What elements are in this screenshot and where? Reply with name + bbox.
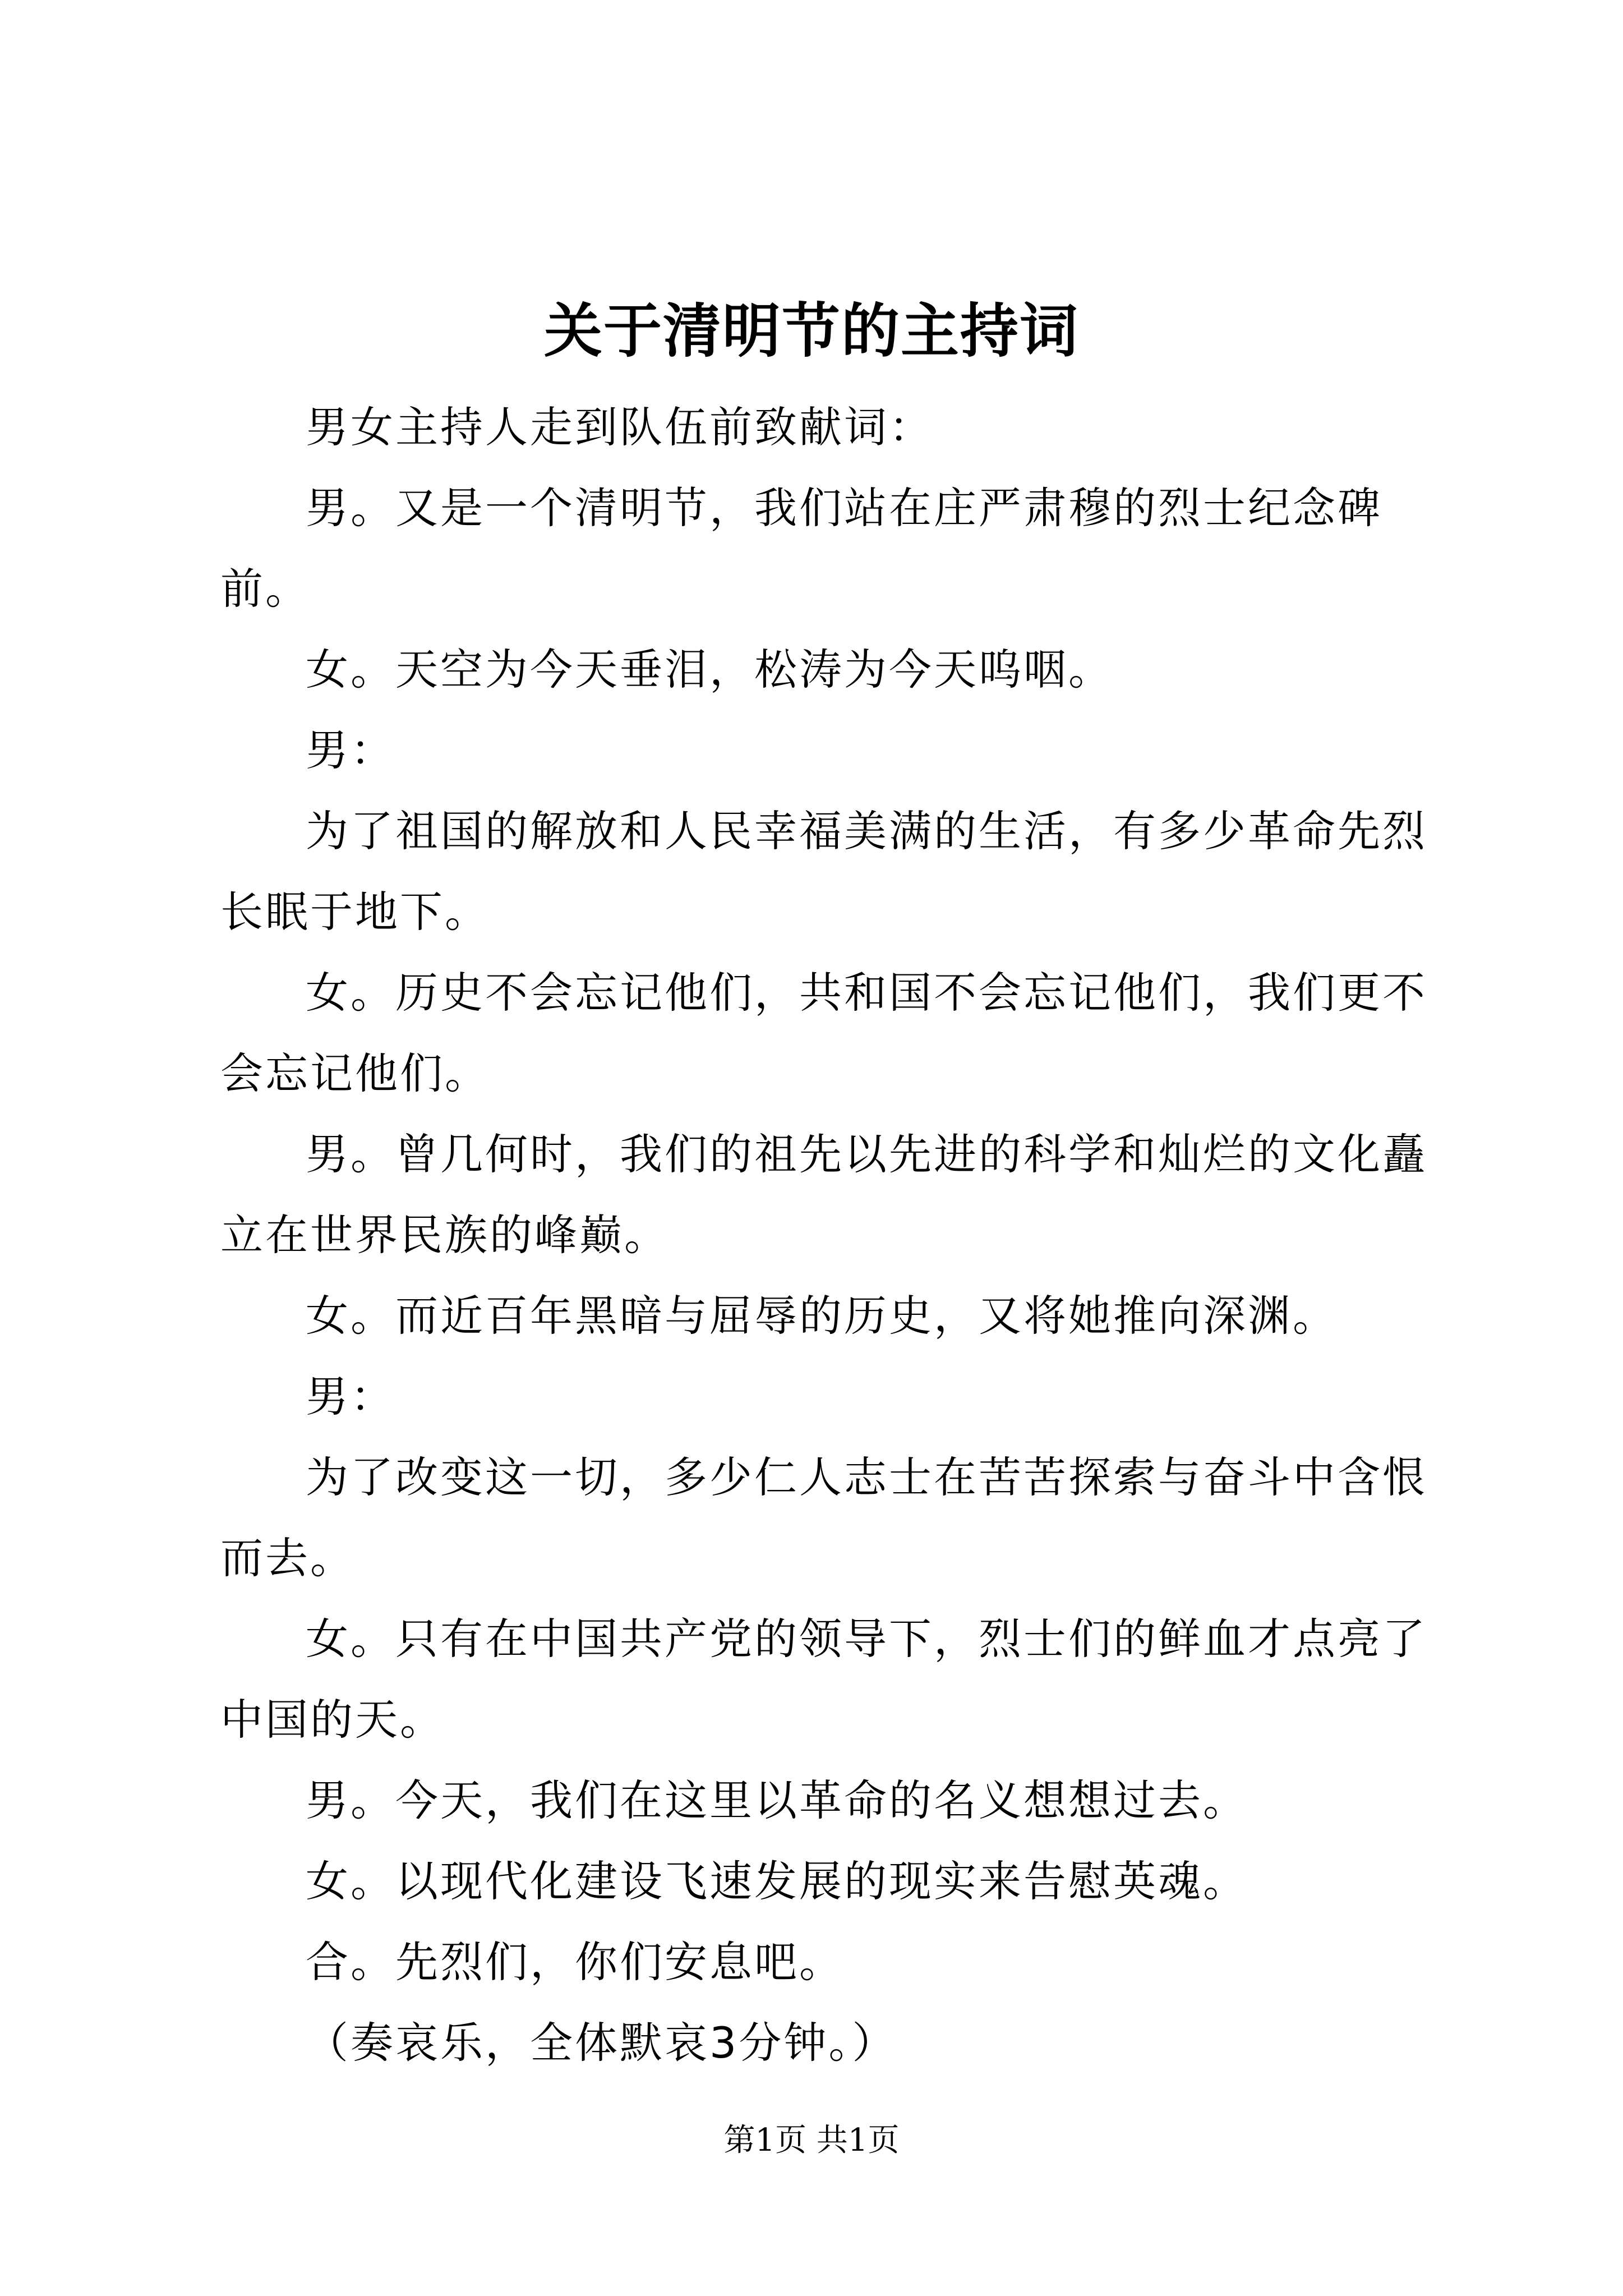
paragraph: （奏哀乐，全体默哀3分钟。） [306, 2018, 897, 2068]
paragraph: 男。今天，我们在这里以革命的名义想想过去。 [306, 1775, 1248, 1825]
paragraph: 女。而近百年黑暗与屈辱的历史，又将她推向深渊。 [306, 1291, 1338, 1341]
document-title: 关于清明节的主持词 [543, 296, 1079, 365]
paragraph: 男。曾几何时，我们的祖先以先进的科学和灿烂的文化矗立在世界民族的峰巅。 [220, 1129, 1427, 1260]
paragraph: 女。只有在中国共产党的领导下，烈士们的鲜血才点亮了中国的天。 [220, 1614, 1427, 1745]
paragraph: 男： [306, 1372, 395, 1421]
document-body [220, 387, 1437, 2083]
paragraph: 男。又是一个清明节，我们站在庄严肃穆的烈士纪念碑前。 [220, 483, 1382, 614]
page-footer: 第1页 共1页 [723, 2122, 900, 2159]
paragraph: 合。先烈们，你们安息吧。 [306, 1937, 844, 1987]
paragraph: 男： [306, 725, 395, 775]
paragraph: 女。天空为今天垂泪，松涛为今天呜咽。 [306, 645, 1113, 694]
paragraph: 为了祖国的解放和人民幸福美满的生活，有多少革命先烈长眠于地下。 [220, 806, 1427, 937]
paragraph: 女。以现代化建设飞速发展的现实来告慰英魂。 [306, 1856, 1248, 1906]
paragraph: 男女主持人走到队伍前致献词： [306, 402, 934, 452]
paragraph: 为了改变这一切，多少仁人志士在苦苦探索与奋斗中含恨而去。 [220, 1452, 1427, 1583]
paragraph: 女。历史不会忘记他们，共和国不会忘记他们，我们更不会忘记他们。 [220, 968, 1427, 1098]
